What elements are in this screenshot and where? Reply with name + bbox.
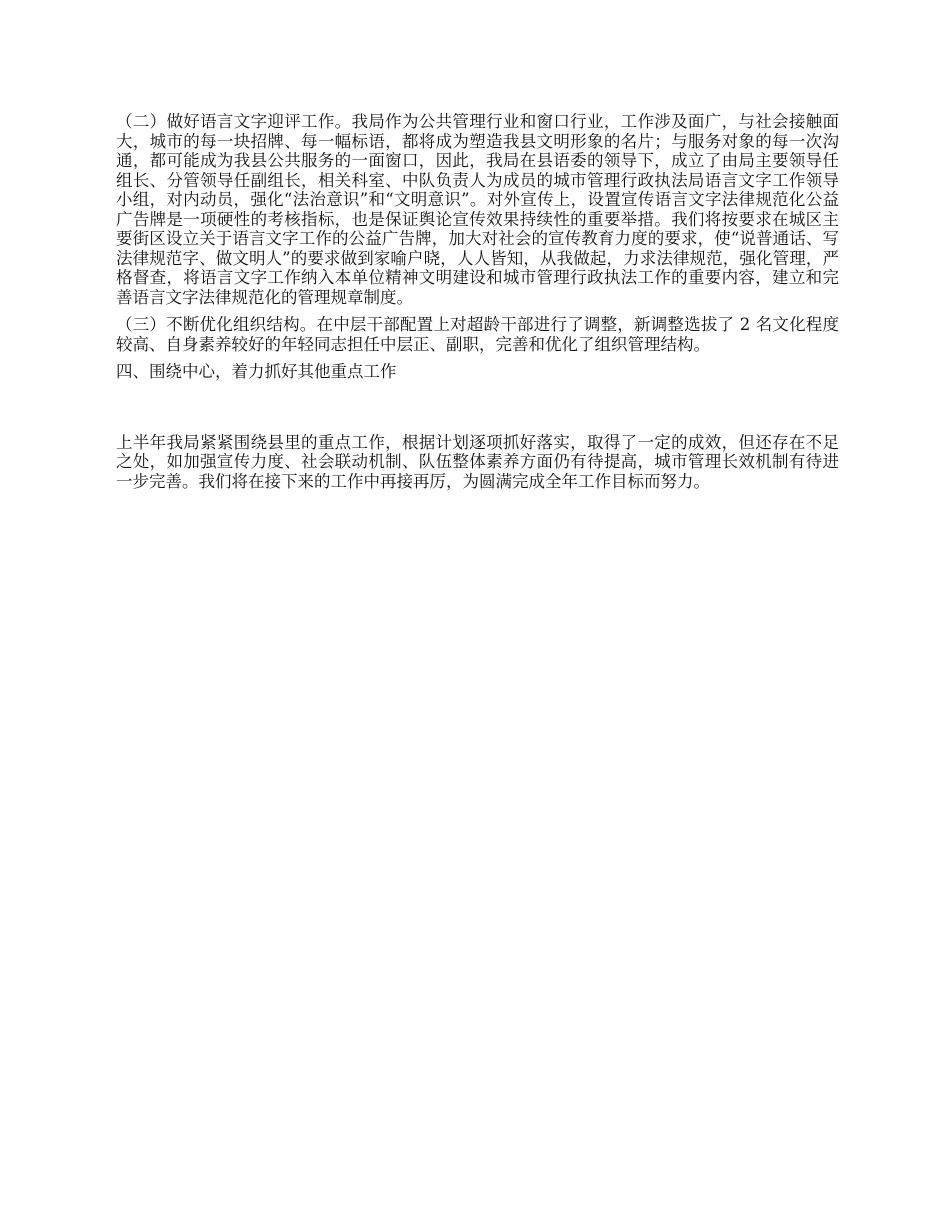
- paragraph-language-work: （二）做好语言文字迎评工作。我局作为公共管理行业和窗口行业，工作涉及面广，与社会接触面大，城市的每一块招牌、每一幅标语，都将成为塑造我县文明形象的名片；与服务对象的每一次沟通，都可能成为我县公共服务的一面窗口，因此，我局在县语委的领导下，成立了由局主要领导任组长、分管领导任副组长，相关科室、中队负责人为成员的城市管理行政执法局语言文字工作领导小组，对内动员，强化“法治意识”和“文明意识”。对外宣传上，设置宣传语言文字法律规范化公益广告牌是一项硬性的考核指标，也是保证舆论宣传效果持续性的重要举措。我们将按要求在城区主要街区设立关于语言文字工作的公益广告牌，加大对社会的宣传教育力度的要求，使“说普通话、写法律规范字、做文明人”的要求做到家喻户晓，人人皆知，从我做起，力求法律规范，强化管理，严格督查，将语言文字工作纳入本单位精神文明建设和城市管理行政执法工作的重要内容，建立和完善语言文字法律规范化的管理规章制度。: [116, 112, 839, 307]
- document-body: [116, 112, 839, 499]
- blank-space: [116, 382, 839, 433]
- section-heading: 四、围绕中心，着力抓好其他重点工作: [116, 362, 397, 381]
- paragraph-org-structure: （三）不断优化组织结构。在中层干部配置上对超龄干部进行了调整，新调整选拔了 2 名文化程度较高、自身素养较好的年轻同志担任中层正、副职，完善和优化了组织管理结构。: [116, 315, 839, 354]
- closing-paragraph: 上半年我局紧紧围绕县里的重点工作，根据计划逐项抓好落实，取得了一定的成效，但还存在不足之处，如加强宣传力度、社会联动机制、队伍整体素养方面仍有待提高，城市管理长效机制有待进一步完善。我们将在接下来的工作中再接再厉，为圆满完成全年工作目标而努力。: [116, 432, 839, 491]
